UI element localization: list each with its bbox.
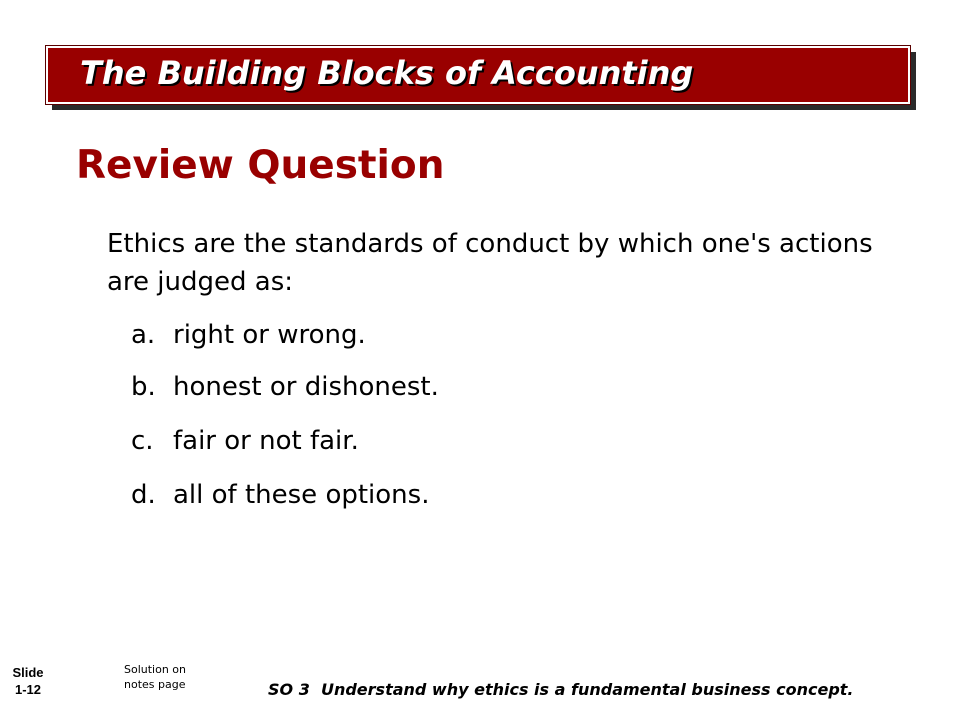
slide-number-value: 1-12 [14, 682, 42, 697]
solution-note [124, 662, 214, 692]
option-letter: d. [131, 480, 156, 510]
slide-number [6, 664, 50, 698]
slide-label: Slide [12, 665, 44, 680]
option-c [131, 424, 359, 458]
option-text: all of these options. [173, 480, 430, 510]
question-text: Ethics are the standards of conduct by which one's actions are judged as: [107, 229, 873, 297]
section-title: The Building Blocks of Accounting [80, 54, 694, 92]
option-letter: a. [131, 320, 156, 350]
solution-note-line1: Solution on [124, 663, 187, 676]
option-letter: b. [131, 372, 156, 402]
solution-note-line2: notes page [124, 678, 186, 691]
option-text: honest or dishonest. [173, 372, 439, 402]
title-banner [46, 46, 910, 104]
option-d [131, 478, 429, 512]
option-b [131, 370, 439, 404]
study-objective: SO 3 Understand why ethics is a fundamental business concept. [268, 680, 854, 699]
page-title: Review Question [76, 143, 445, 188]
option-a [131, 318, 366, 352]
option-letter: c. [131, 426, 154, 456]
option-text: right or wrong. [173, 320, 366, 350]
option-text: fair or not fair. [173, 426, 359, 456]
